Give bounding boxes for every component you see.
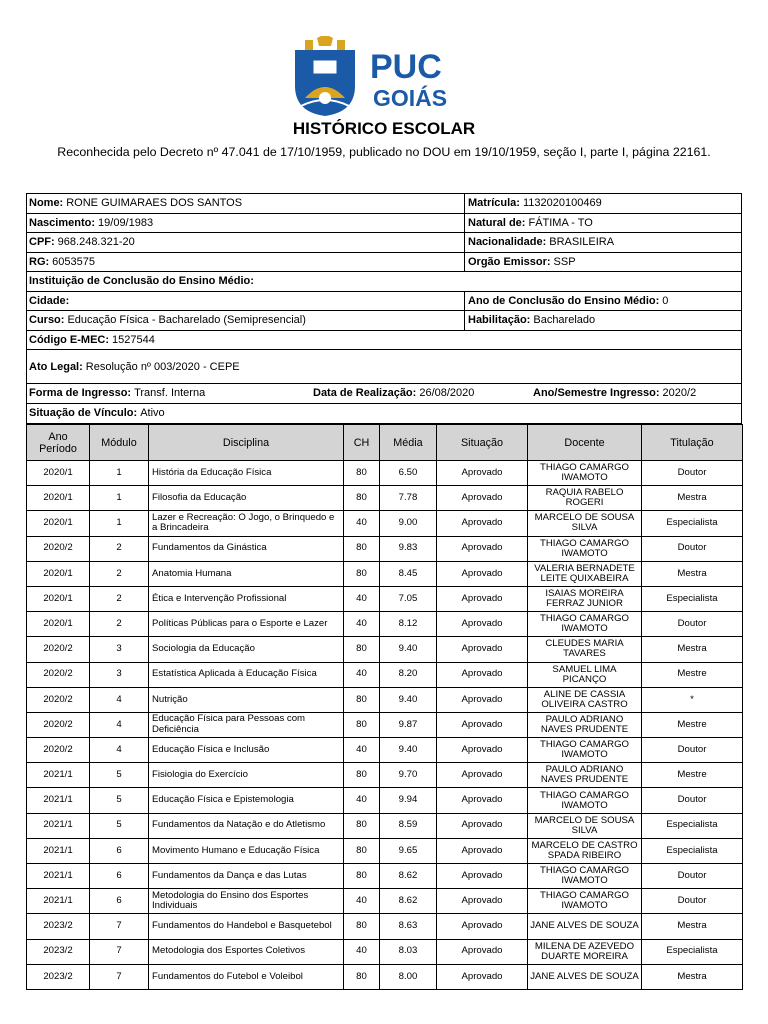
cell-disciplina: Anatomia Humana (149, 561, 344, 586)
cell-disciplina: Fundamentos do Handebol e Basquetebol (149, 914, 344, 939)
table-row (27, 511, 743, 536)
cell-ch: 80 (344, 864, 380, 889)
crest-icon (295, 36, 355, 116)
table-row (27, 536, 743, 561)
rg-value: 6053575 (52, 255, 95, 268)
cell-situacao: Aprovado (437, 964, 528, 989)
cell-modulo: 4 (90, 687, 149, 712)
cell-titulacao: Doutor (642, 536, 743, 561)
cell-media: 9.87 (380, 712, 437, 737)
cell-situacao: Aprovado (437, 662, 528, 687)
cell-media: 8.59 (380, 813, 437, 838)
cell-titulacao: Doutor (642, 788, 743, 813)
cell-docente: SAMUEL LIMA PICANÇO (528, 662, 642, 687)
table-row (27, 612, 743, 637)
cell-ano-periodo: 2023/2 (27, 939, 90, 964)
cell-docente: THIAGO CAMARGO IWAMOTO (528, 461, 642, 486)
table-row (27, 788, 743, 813)
cell-media: 9.40 (380, 738, 437, 763)
emec-label: Código E-MEC: (29, 333, 110, 346)
ano-conclusao-value: 0 (662, 294, 669, 307)
decree-text: Reconhecida pelo Decreto nº 47.041 de 17/10/1959, publicado no DOU em 19/10/1959, seção I, parte I, página 22161. (57, 145, 711, 159)
cell-media: 9.40 (380, 687, 437, 712)
info-row-ingresso (27, 384, 741, 404)
cell-situacao: Aprovado (437, 889, 528, 914)
ingresso-label: Forma de Ingresso: (29, 387, 132, 400)
cell-titulacao: Doutor (642, 461, 743, 486)
cell-titulacao: * (642, 687, 743, 712)
cell-docente: CLEUDES MARIA TAVARES (528, 637, 642, 662)
cell-disciplina: Fundamentos do Futebol e Voleibol (149, 964, 344, 989)
cell-docente: JANE ALVES DE SOUZA (528, 964, 642, 989)
cell-docente: PAULO ADRIANO NAVES PRUDENTE (528, 763, 642, 788)
cell-ano-periodo: 2021/1 (27, 864, 90, 889)
curso-label: Curso: (29, 314, 65, 327)
cell-disciplina: Educação Física e Epistemologia (149, 788, 344, 813)
cell-situacao: Aprovado (437, 687, 528, 712)
table-row (27, 712, 743, 737)
info-row-ato (27, 350, 741, 384)
table-row (27, 486, 743, 511)
cell-ch: 40 (344, 662, 380, 687)
nascimento-value: 19/09/1983 (98, 216, 154, 229)
cell-ch: 80 (344, 964, 380, 989)
cell-media: 6.50 (380, 461, 437, 486)
cell-modulo: 1 (90, 461, 149, 486)
realizacao-label: Data de Realização: (313, 387, 417, 400)
cell-ano-periodo: 2020/2 (27, 536, 90, 561)
cell-media: 8.62 (380, 889, 437, 914)
table-row (27, 461, 743, 486)
cell-ano-periodo: 2020/1 (27, 586, 90, 611)
cell-ano-periodo: 2020/2 (27, 637, 90, 662)
cell-titulacao: Mestra (642, 561, 743, 586)
cell-situacao: Aprovado (437, 712, 528, 737)
table-row (27, 838, 743, 863)
cell-modulo: 2 (90, 536, 149, 561)
cell-disciplina: Fundamentos da Natação e do Atletismo (149, 813, 344, 838)
instituicao-label: Instituição de Conclusão do Ensino Médio: (29, 275, 254, 288)
cell-docente: THIAGO CAMARGO IWAMOTO (528, 864, 642, 889)
logo-text-goias: GOIÁS (373, 85, 448, 111)
cell-ch: 80 (344, 536, 380, 561)
cell-media: 8.20 (380, 662, 437, 687)
cell-ano-periodo: 2021/1 (27, 838, 90, 863)
cell-disciplina: Fundamentos da Dança e das Lutas (149, 864, 344, 889)
cell-disciplina: Ética e Intervenção Profissional (149, 586, 344, 611)
header-disciplina: Disciplina (149, 425, 344, 461)
cell-disciplina: História da Educação Física (149, 461, 344, 486)
cpf-value: 968.248.321-20 (57, 236, 135, 249)
cell-ano-periodo: 2020/2 (27, 738, 90, 763)
cell-ano-periodo: 2020/1 (27, 511, 90, 536)
cell-situacao: Aprovado (437, 561, 528, 586)
cell-docente: VALERIA BERNADETE LEITE QUIXABEIRA (528, 561, 642, 586)
cell-titulacao: Mestra (642, 486, 743, 511)
nome-value: RONE GUIMARAES DOS SANTOS (66, 197, 243, 210)
ato-value: Resolução nº 003/2020 - CEPE (85, 360, 240, 373)
cell-ch: 80 (344, 486, 380, 511)
emec-value: 1527544 (112, 333, 155, 346)
ano-conclusao-label: Ano de Conclusão do Ensino Médio: (468, 294, 660, 307)
cell-media: 9.40 (380, 637, 437, 662)
cell-situacao: Aprovado (437, 788, 528, 813)
cell-disciplina: Fundamentos da Ginástica (149, 536, 344, 561)
cell-disciplina: Metodologia dos Esportes Coletivos (149, 939, 344, 964)
cell-ch: 80 (344, 813, 380, 838)
cell-ch: 80 (344, 763, 380, 788)
cell-titulacao: Doutor (642, 738, 743, 763)
cell-docente: MILENA DE AZEVEDO DUARTE MOREIRA (528, 939, 642, 964)
cell-modulo: 1 (90, 486, 149, 511)
cell-modulo: 3 (90, 662, 149, 687)
cell-media: 9.83 (380, 536, 437, 561)
cell-media: 7.05 (380, 586, 437, 611)
cell-disciplina: Lazer e Recreação: O Jogo, o Brinquedo e a Brincadeira (149, 511, 344, 536)
header-situacao: Situação (437, 425, 528, 461)
cell-ch: 80 (344, 838, 380, 863)
header-modulo: Módulo (90, 425, 149, 461)
cell-situacao: Aprovado (437, 813, 528, 838)
cell-titulacao: Mestre (642, 712, 743, 737)
cell-ch: 40 (344, 939, 380, 964)
cell-modulo: 2 (90, 586, 149, 611)
cell-disciplina: Políticas Públicas para o Esporte e Lazer (149, 612, 344, 637)
document-header (0, 30, 768, 118)
cell-situacao: Aprovado (437, 612, 528, 637)
cell-modulo: 5 (90, 763, 149, 788)
cell-ch: 40 (344, 612, 380, 637)
cell-titulacao: Mestra (642, 964, 743, 989)
cell-situacao: Aprovado (437, 914, 528, 939)
cell-situacao: Aprovado (437, 763, 528, 788)
ato-label: Ato Legal: (29, 360, 83, 373)
cell-modulo: 7 (90, 964, 149, 989)
header-docente: Docente (528, 425, 642, 461)
cell-docente: RAQUIA RABELO ROGERI (528, 486, 642, 511)
ano-ingresso-value: 2020/2 (662, 387, 697, 400)
cell-disciplina: Estatística Aplicada à Educação Física (149, 662, 344, 687)
rg-label: RG: (29, 255, 50, 268)
cidade-label: Cidade: (29, 294, 70, 307)
cell-media: 9.94 (380, 788, 437, 813)
cell-modulo: 6 (90, 889, 149, 914)
cell-ch: 80 (344, 687, 380, 712)
table-row (27, 586, 743, 611)
cell-modulo: 2 (90, 612, 149, 637)
cell-ch: 80 (344, 461, 380, 486)
realizacao-value: 26/08/2020 (419, 387, 475, 400)
cell-titulacao: Mestra (642, 637, 743, 662)
cell-modulo: 5 (90, 813, 149, 838)
cell-media: 8.12 (380, 612, 437, 637)
info-row-cpf (27, 233, 741, 253)
matricula-label: Matrícula: (468, 197, 520, 210)
cell-titulacao: Mestre (642, 662, 743, 687)
cell-titulacao: Mestra (642, 914, 743, 939)
cell-ano-periodo: 2021/1 (27, 763, 90, 788)
cell-disciplina: Metodologia do Ensino dos Esportes Individuais (149, 889, 344, 914)
cell-situacao: Aprovado (437, 486, 528, 511)
nacionalidade-value: BRASILEIRA (549, 236, 615, 249)
cell-modulo: 6 (90, 838, 149, 863)
cell-ano-periodo: 2021/1 (27, 889, 90, 914)
cell-docente: THIAGO CAMARGO IWAMOTO (528, 612, 642, 637)
cell-docente: MARCELO DE SOUSA SILVA (528, 511, 642, 536)
cell-titulacao: Doutor (642, 889, 743, 914)
table-row (27, 889, 743, 914)
cell-situacao: Aprovado (437, 864, 528, 889)
cell-modulo: 3 (90, 637, 149, 662)
info-row-curso (27, 311, 741, 331)
cell-ano-periodo: 2020/1 (27, 612, 90, 637)
cell-situacao: Aprovado (437, 511, 528, 536)
cell-docente: ISAIAS MOREIRA FERRAZ JUNIOR (528, 586, 642, 611)
cell-docente: THIAGO CAMARGO IWAMOTO (528, 788, 642, 813)
info-row-cidade (27, 292, 741, 312)
grades-body (27, 461, 743, 990)
cell-situacao: Aprovado (437, 586, 528, 611)
cell-situacao: Aprovado (437, 738, 528, 763)
cell-titulacao: Doutor (642, 612, 743, 637)
cell-titulacao: Especialista (642, 838, 743, 863)
puc-goias-logo (287, 36, 452, 118)
cell-ch: 40 (344, 586, 380, 611)
info-row-nascimento (27, 214, 741, 234)
table-row (27, 637, 743, 662)
page-title: HISTÓRICO ESCOLAR (292, 119, 476, 138)
cell-ano-periodo: 2023/2 (27, 964, 90, 989)
info-row-nome (27, 194, 741, 214)
cell-modulo: 4 (90, 712, 149, 737)
matricula-value: 1132020100469 (522, 197, 602, 210)
table-row (27, 864, 743, 889)
cell-docente: THIAGO CAMARGO IWAMOTO (528, 889, 642, 914)
orgao-label: Orgão Emissor: (468, 255, 551, 268)
habilitacao-value: Bacharelado (533, 314, 596, 327)
table-row (27, 763, 743, 788)
cell-docente: MARCELO DE CASTRO SPADA RIBEIRO (528, 838, 642, 863)
info-row-instituicao (27, 272, 741, 292)
cpf-label: CPF: (29, 236, 55, 249)
vinculo-value: Ativo (140, 407, 165, 420)
table-row (27, 914, 743, 939)
info-row-rg (27, 253, 741, 273)
cell-titulacao: Especialista (642, 939, 743, 964)
cell-ano-periodo: 2021/1 (27, 813, 90, 838)
cell-ano-periodo: 2020/2 (27, 662, 90, 687)
cell-ano-periodo: 2020/1 (27, 486, 90, 511)
cell-modulo: 1 (90, 511, 149, 536)
cell-modulo: 7 (90, 914, 149, 939)
header-media: Média (380, 425, 437, 461)
cell-disciplina: Nutrição (149, 687, 344, 712)
cell-docente: MARCELO DE SOUSA SILVA (528, 813, 642, 838)
info-row-vinculo (27, 404, 741, 424)
cell-modulo: 5 (90, 788, 149, 813)
vinculo-label: Situação de Vínculo: (29, 407, 138, 420)
cell-titulacao: Especialista (642, 813, 743, 838)
cell-ch: 40 (344, 788, 380, 813)
cell-media: 8.62 (380, 864, 437, 889)
cell-ano-periodo: 2023/2 (27, 914, 90, 939)
cell-docente: JANE ALVES DE SOUZA (528, 914, 642, 939)
table-row (27, 738, 743, 763)
logo-text-puc: PUC (370, 48, 442, 86)
cell-ano-periodo: 2020/2 (27, 687, 90, 712)
cell-disciplina: Movimento Humano e Educação Física (149, 838, 344, 863)
cell-ch: 80 (344, 637, 380, 662)
cell-situacao: Aprovado (437, 536, 528, 561)
cell-docente: ALINE DE CASSIA OLIVEIRA CASTRO (528, 687, 642, 712)
cell-situacao: Aprovado (437, 461, 528, 486)
cell-disciplina: Sociologia da Educação (149, 637, 344, 662)
table-row (27, 561, 743, 586)
cell-titulacao: Especialista (642, 511, 743, 536)
cell-modulo: 4 (90, 738, 149, 763)
cell-ano-periodo: 2020/1 (27, 561, 90, 586)
table-row (27, 687, 743, 712)
grades-table (26, 424, 743, 990)
natural-label: Natural de: (468, 216, 526, 229)
header-ch: CH (344, 425, 380, 461)
cell-ano-periodo: 2020/1 (27, 461, 90, 486)
cell-docente: THIAGO CAMARGO IWAMOTO (528, 738, 642, 763)
table-row (27, 662, 743, 687)
table-row (27, 813, 743, 838)
cell-disciplina: Educação Física e Inclusão (149, 738, 344, 763)
header-ano-periodo: Ano Período (27, 425, 90, 461)
cell-media: 7.78 (380, 486, 437, 511)
cell-ano-periodo: 2020/2 (27, 712, 90, 737)
student-info-box (26, 193, 742, 424)
cell-modulo: 6 (90, 864, 149, 889)
cell-media: 9.65 (380, 838, 437, 863)
cell-titulacao: Doutor (642, 864, 743, 889)
cell-modulo: 7 (90, 939, 149, 964)
cell-ch: 80 (344, 914, 380, 939)
cell-modulo: 2 (90, 561, 149, 586)
nascimento-label: Nascimento: (29, 216, 96, 229)
cell-ch: 40 (344, 511, 380, 536)
cell-situacao: Aprovado (437, 637, 528, 662)
cell-docente: THIAGO CAMARGO IWAMOTO (528, 536, 642, 561)
natural-value: FÁTIMA - TO (528, 216, 593, 229)
cell-media: 9.00 (380, 511, 437, 536)
ano-ingresso-label: Ano/Semestre Ingresso: (533, 387, 660, 400)
cell-situacao: Aprovado (437, 838, 528, 863)
cell-disciplina: Educação Física para Pessoas com Deficiência (149, 712, 344, 737)
cell-disciplina: Filosofia da Educação (149, 486, 344, 511)
nome-label: Nome: (29, 197, 64, 210)
table-row (27, 939, 743, 964)
curso-value: Educação Física - Bacharelado (Semipresencial) (67, 314, 306, 327)
cell-situacao: Aprovado (437, 939, 528, 964)
cell-media: 8.03 (380, 939, 437, 964)
cell-media: 8.63 (380, 914, 437, 939)
cell-media: 8.45 (380, 561, 437, 586)
table-header-row (27, 425, 743, 461)
cell-titulacao: Especialista (642, 586, 743, 611)
orgao-value: SSP (553, 255, 576, 268)
cell-media: 8.00 (380, 964, 437, 989)
cell-ch: 40 (344, 889, 380, 914)
cell-titulacao: Mestre (642, 763, 743, 788)
cell-media: 9.70 (380, 763, 437, 788)
header-titulacao: Titulação (642, 425, 743, 461)
cell-ano-periodo: 2021/1 (27, 788, 90, 813)
info-row-emec (27, 331, 741, 351)
ingresso-value: Transf. Interna (134, 387, 206, 400)
table-row (27, 964, 743, 989)
cell-docente: PAULO ADRIANO NAVES PRUDENTE (528, 712, 642, 737)
habilitacao-label: Habilitação: (468, 314, 531, 327)
cell-ch: 80 (344, 712, 380, 737)
cell-ch: 80 (344, 561, 380, 586)
nacionalidade-label: Nacionalidade: (468, 236, 547, 249)
cell-disciplina: Fisiologia do Exercício (149, 763, 344, 788)
cell-ch: 40 (344, 738, 380, 763)
